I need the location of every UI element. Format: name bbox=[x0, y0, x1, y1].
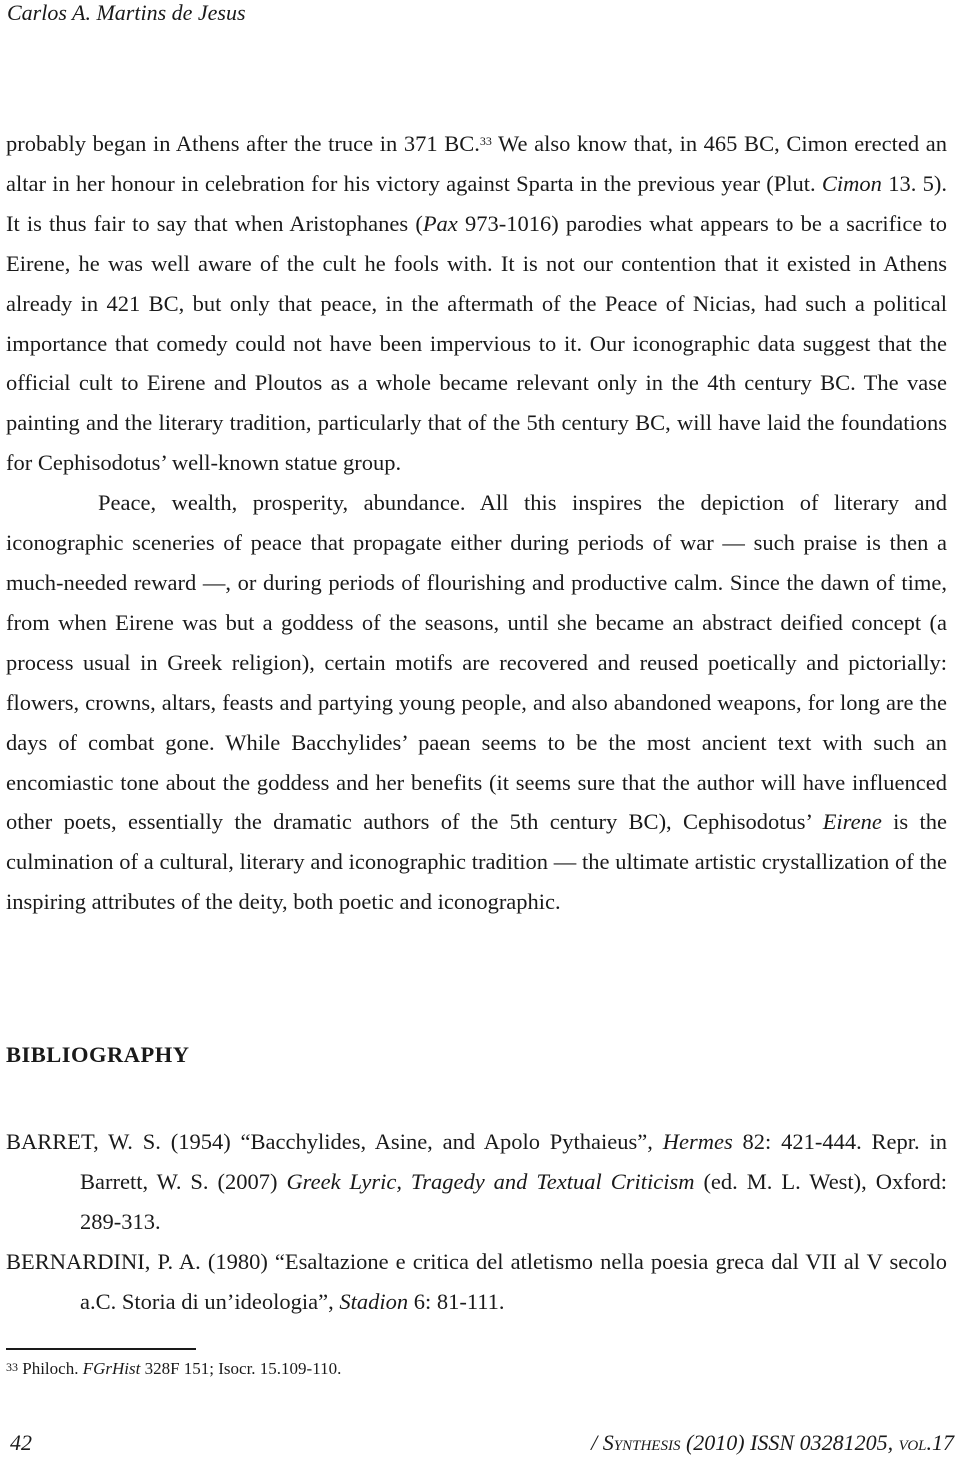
italic-title: Cimon bbox=[821, 170, 882, 196]
italic-title: Hermes bbox=[662, 1129, 733, 1154]
page-number: 42 bbox=[10, 1430, 32, 1455]
text-run: Peace, wealth, prosperity, abundance. All this inspires the depiction of literary and iconographic sceneries of peace that propagate either during periods of war — such praise is then a much-needed reward —, or during periods of flourishing and productive calm. Since the dawn of time, from when Eirene was but a goddess of the seasons, until she became an abstract deified concept (a process usual in Greek religion), certain motifs are recovered and reused poetically and pictorially: flowers, crowns, altars, feasts and partying young people, and also abandoned weapons, for long are the days of combat gone. While Bacchylides’ paean seems to be the most ancient text with such an encomiastic tone about the goddess and her benefits (it seems sure that the author will have influenced other poets, essentially the dramatic authors of the 5th century BC), Cephisodotus’ bbox=[6, 490, 947, 835]
italic-title: Eirene bbox=[822, 809, 882, 835]
bibliography-list bbox=[6, 1122, 947, 1322]
text-run: 82: 421-444. Repr. in Barrett, W. S. (2007) bbox=[80, 1129, 947, 1194]
journal-name: Synthesis bbox=[602, 1430, 681, 1455]
text-run: 13. 5). It is thus fair to say that when Aristophanes ( bbox=[6, 170, 947, 236]
footnote-separator bbox=[6, 1348, 196, 1350]
running-header-author: Carlos A. Martins de Jesus bbox=[7, 0, 246, 25]
text-run: / bbox=[591, 1430, 603, 1455]
paragraph-1 bbox=[6, 124, 947, 483]
text-run: BERNARDINI, P. A. (1980) “Esaltazione e critica del atletismo nella poesia greca dal VII al V secolo a.C. Storia di un’ideologia”, bbox=[6, 1248, 947, 1314]
footnote-ref-33[interactable]: 33 bbox=[479, 134, 492, 148]
text-run: (ed. M. L. West), Oxford: 289-313. bbox=[80, 1168, 947, 1234]
volume-label: vol. bbox=[898, 1430, 932, 1455]
bibliography-heading: BIBLIOGRAPHY bbox=[6, 1042, 190, 1067]
text-run: Philoch. bbox=[18, 1359, 83, 1378]
text-run: We also know that, in 465 BC, Cimon erected an altar in her honour in celebration for his victory against Sparta in the previous year (Plut. bbox=[6, 131, 947, 196]
italic-title: Greek Lyric, Tragedy and Textual Criticism bbox=[286, 1168, 695, 1194]
text-run: (2010) ISSN 03281205, bbox=[680, 1430, 899, 1455]
running-footer-journal bbox=[591, 1430, 954, 1456]
footnote-number: 33 bbox=[6, 1360, 18, 1374]
text-run: is the culmination of a cultural, literary and iconographic tradition — the ultimate artistic crystallization of the inspiring attributes of the deity, both poetic and iconographic. bbox=[6, 809, 947, 915]
paragraph-2 bbox=[6, 483, 947, 922]
main-text bbox=[6, 124, 947, 922]
bibliography-entry bbox=[6, 1242, 947, 1322]
text-run: 6: 81-111. bbox=[408, 1288, 505, 1314]
text-run: probably began in Athens after the truce in 371 BC. bbox=[6, 131, 480, 156]
text-run: BARRET, W. S. (1954) “Bacchylides, Asine, and Apolo Pythaieus”, bbox=[6, 1129, 663, 1154]
italic-title: FGrHist bbox=[82, 1359, 141, 1378]
volume-number: 17 bbox=[932, 1430, 954, 1455]
bibliography-entry bbox=[6, 1122, 947, 1242]
italic-title: Stadion bbox=[339, 1288, 409, 1314]
text-run: 973-1016) parodies what appears to be a sacrifice to Eirene, he was well aware of the cult he fools with. It is not our contention that it existed in Athens already in 421 BC, but only that peace, in the aftermath of the Peace of Nicias, had such a political importance that comedy could not have been impervious to it. Our iconographic data suggest that the official cult to Eirene and Ploutos as a whole became relevant only in the 4th century BC. The vase painting and the literary tradition, particularly that of the 5th century BC, will have laid the foundations for Cephisodotus’ well-known statue group. bbox=[6, 210, 947, 476]
text-run: 328F 151; Isocr. 15.109-110. bbox=[140, 1359, 342, 1378]
footnote-33 bbox=[6, 1357, 341, 1381]
italic-title: Pax bbox=[422, 210, 458, 236]
